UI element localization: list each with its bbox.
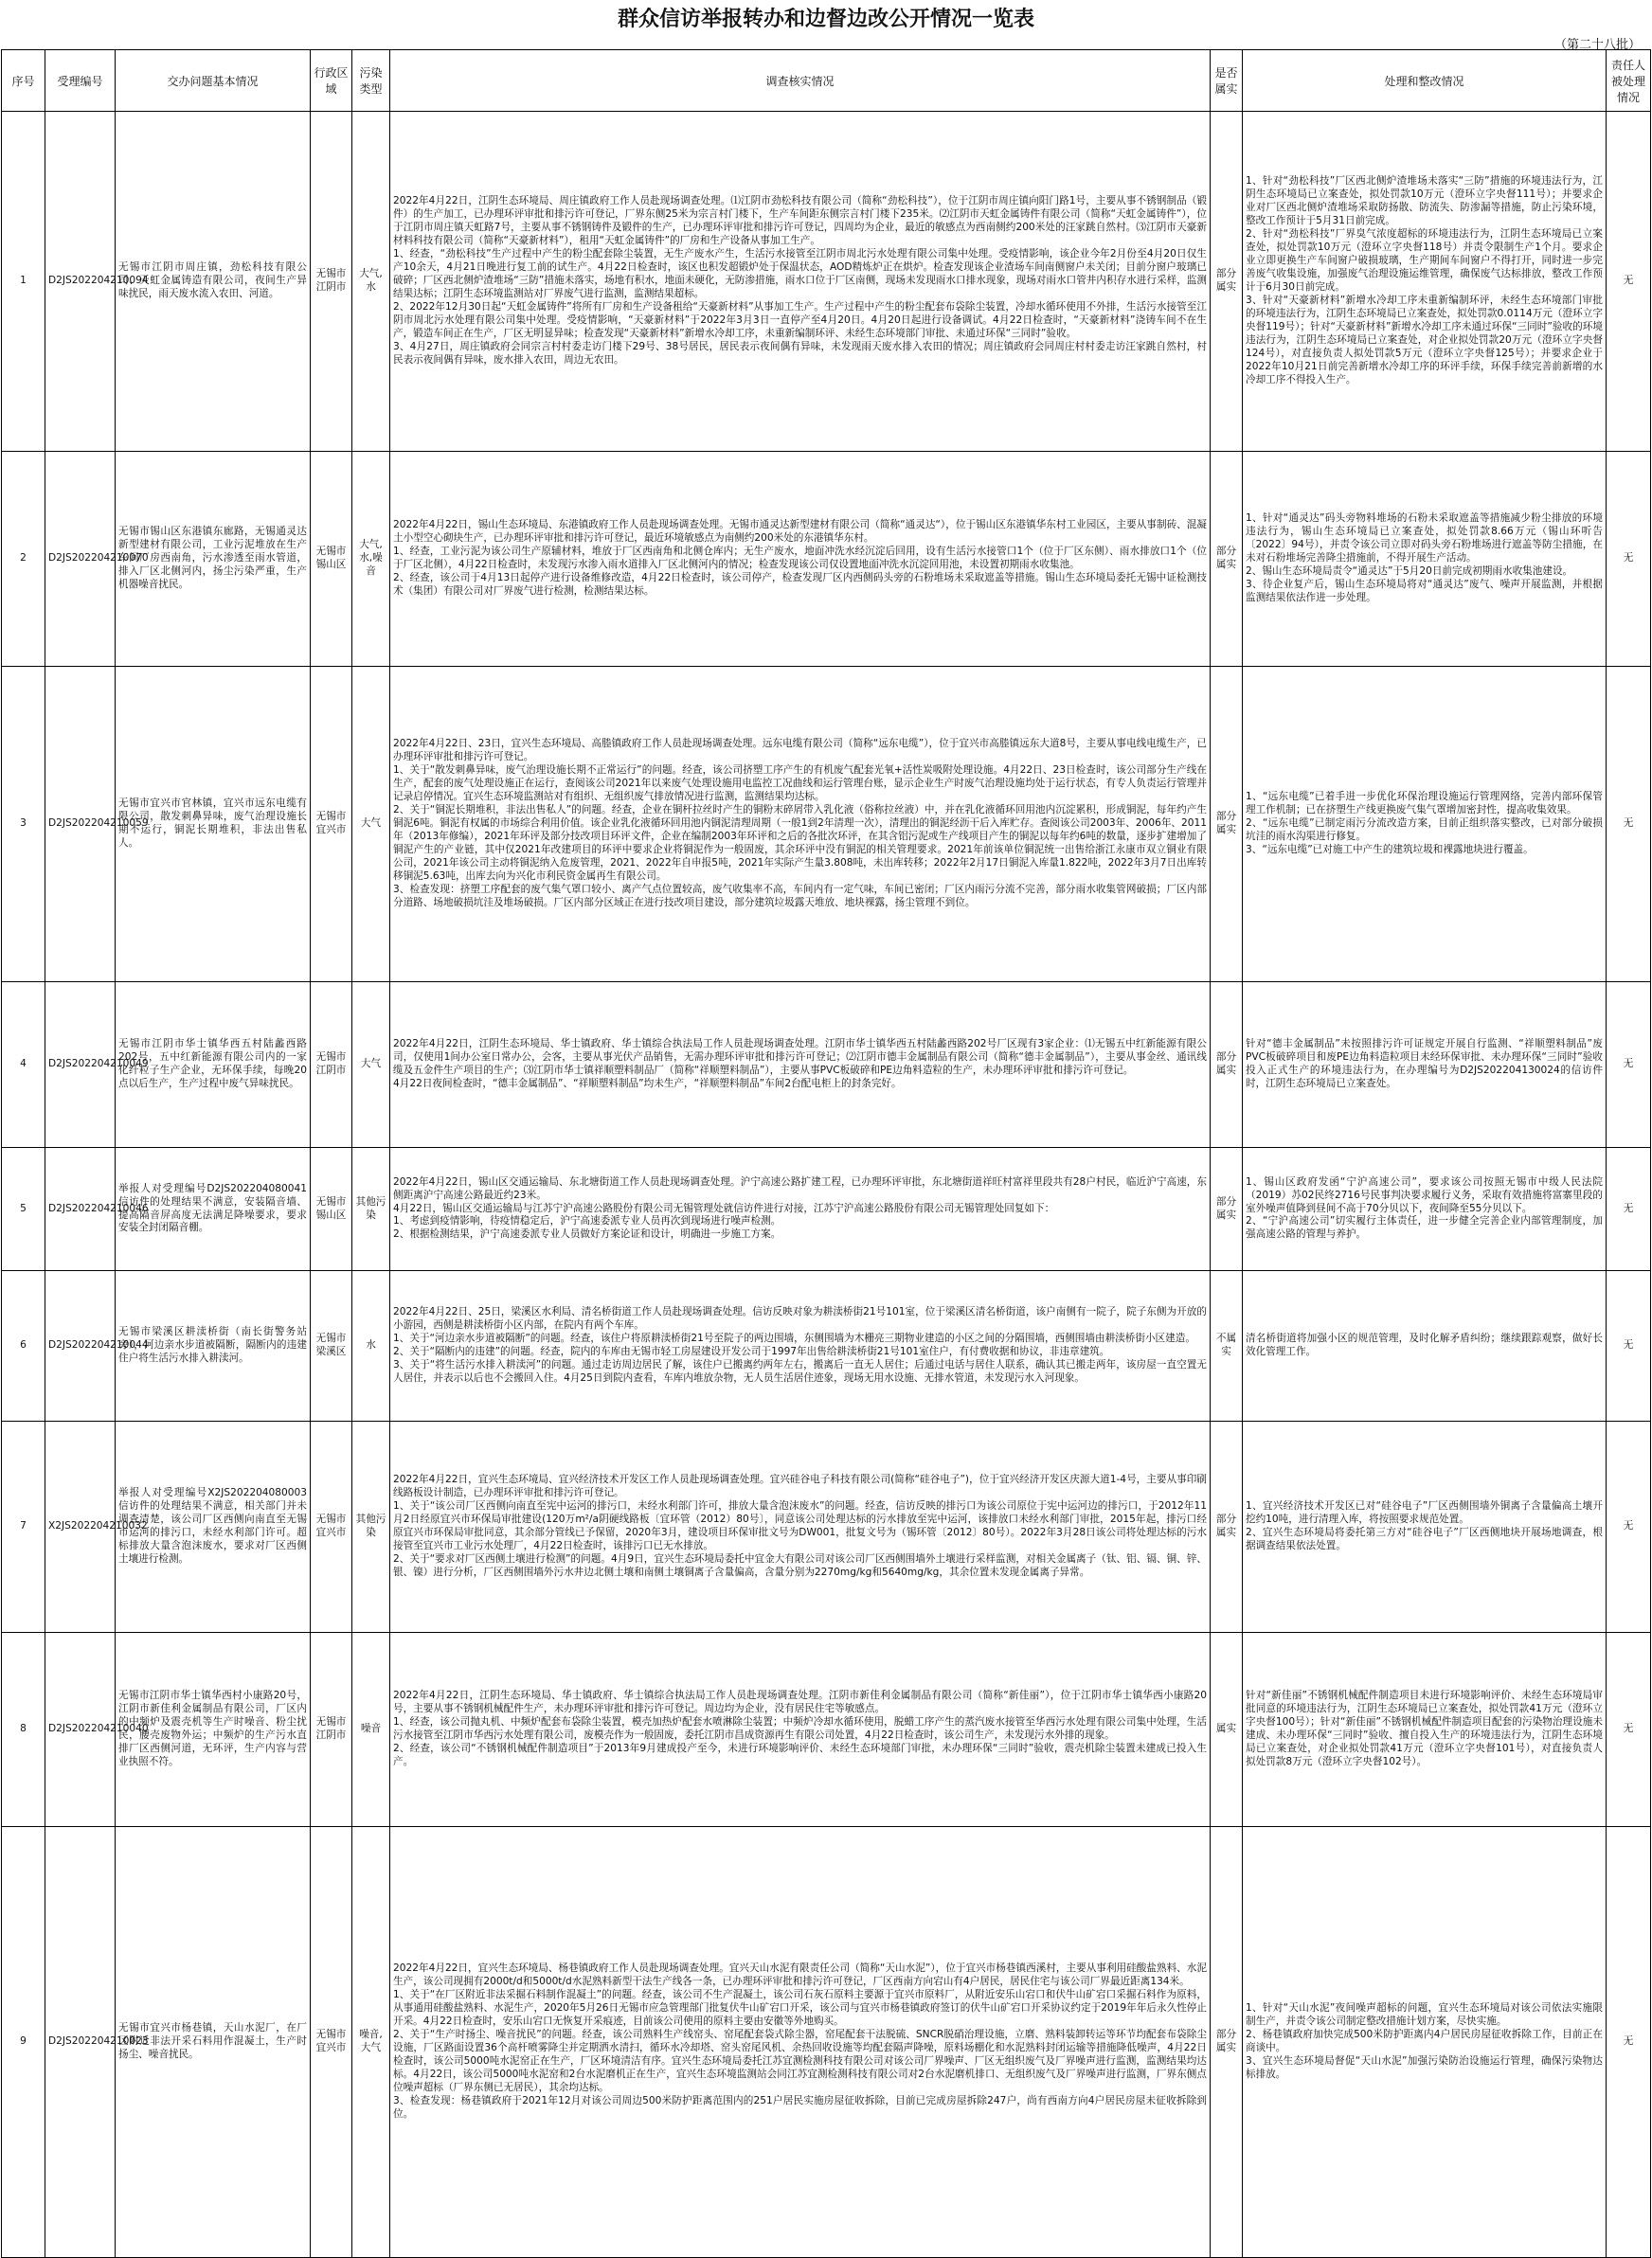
batch-label: （第二十八批） [1553,38,1641,52]
cell-accountability: 无 [1607,667,1651,982]
header-pollution: 污染类型 [352,50,390,112]
header-seq: 序号 [2,50,45,112]
cell-pollution: 其他污染 [352,1148,390,1271]
cell-investigation: 2022年4月22日、25日，梁溪区水利局、清名桥街道工作人员赴现场调查处理。信访反映对象为耕渎桥街21号101室，位于梁溪区清名桥街道，该户南侧有一院子，院子东侧为开放的小游园，西侧是耕渎桥街小区内部，在院内有两个车库。 1、关于“河边亲水步道被隔断”的问题。经查，该住户将原耕渎桥街21号至院子的两边围墙，东侧围墙为木栅亮三期物业建造的小区之间的分隔围墙，西侧围墙由耕渎桥街小区建造。 2、关于“隔断内的违建”的问题。经查，院内的车库由无锡市轻工房屋建设开发公司于1997年出售给耕渎桥街21号101室住户，有付费收据和协议，非违章建筑。 3、关于“将生活污水排入耕渎河”的问题。通过走访周边居民了解，该住户已搬离约两年左右，搬离后一直无人居住；后通过电话与居住人联系，确认其已搬走两年，该房屋一直空置无人居住，并表示以后也不会搬回入住。4月25日到院内查看，车库内堆放杂物，无人员生活居住迹象，现场无用水设施、无排水管道，未发现污水入河现象。 [390,1271,1211,1422]
cell-handling: 1、针对“通灵达”码头旁物料堆场的石粉未采取遮盖等措施减少粉尘排放的环境违法行为，锡山生态环境局已立案查处，拟处罚款8.66万元（锡山环听告〔2022〕94号），并责令该公司立即对码头旁石粉堆场进行遮盖等防尘措施，在未对石粉堆场完善降尘措施前，不得开展生产活动。 2、锡山生态环境局责令“通灵达”于5月20日前完成初期雨水收集池建设。 3、待企业复产后，锡山生态环境局将对“通灵达”废气、噪声开展监测，并根据监测结果依法作进一步处理。 [1243,452,1607,667]
cell-issue: 无锡市江阴市华士镇华西五村陆蠡西路202号，五中红新能源有限公司内的一家化纤粒子生产企业，无环保手续，每晚20点以后生产，生产过程中废气异味扰民。 [116,982,311,1148]
cell-seq: 9 [2,1827,45,2258]
cell-district: 无锡市江阴市 [311,112,352,452]
cell-district: 无锡市江阴市 [311,1633,352,1827]
cell-seq: 7 [2,1422,45,1633]
cell-district: 无锡市江阴市 [311,982,352,1148]
cell-accountability: 无 [1607,1633,1651,1827]
cell-pollution: 其他污染 [352,1422,390,1633]
header-district: 行政区域 [311,50,352,112]
cell-seq: 5 [2,1148,45,1271]
cell-investigation: 2022年4月22日、23日，宜兴生态环境局、高塍镇政府工作人员赴现场调查处理。远东电缆有限公司（简称“远东电缆”），位于宜兴市高塍镇远东大道8号，主要从事电线电缆生产，已办理环评审批和排污许可登记。 1、关于“散发刺鼻异味，废气治理设施长期不正常运行”的问题。经查，该公司挤塑工序产生的有机废气配套光氧+活性炭吸附处理设施。4月22日、23日检查时，该公司部分生产线在生产，配套的废气处理设施正在运行，查阅该公司2021年以来废气处理设施用电监控工况曲线和运行管理台账，显示企业生产时废气治理设施均处于运行状态，有专人负责运行管理并记录启停情况。宜兴生态环境监测站对有组织、无组织废气排放情况进行监测，监测结果均达标。 2、关于“铜泥长期堆积，非法出售私人”的问题。经查，企业在铜杆拉丝时产生的铜粉末碎屑带入乳化液（俗称拉丝液）中，并在乳化液循环回用池内沉淀累积，形成铜泥，每年约产生铜泥6吨。铜泥有权属的市场综合利用价值。该企业乳化液循环回用池内铜泥清理周期（一般1到2年清理一次），清理出的铜泥经沥干后入库贮存。查阅该公司2003年、2006年、2011年（2013年修编），2021年环评及部分技改项目环评文件，企业在编制2003年环评和之后的各批次环评，在其含铝污泥或生产线项目产生的铜泥以每年约6吨的数量，逐步扩建增加了铜泥产生的产业链，其中仅2021年改建项目的环评中要求企业将铜泥作为一般固废，其余环评中没有铜泥的相关管理要求。2021年前该单位铜泥统一出售给浙江永康市双立铜业有限公司，2021年该公司主动将铜泥纳入危废管理，2021、2022年自申报5吨，2021年实际产生量3.808吨，未出库转移；2022年2月17日铜泥入库量1.822吨，2022年3月7日出库转移铜泥5.63吨，出库去向为兴化市利民资金属再生有限公司。 3、检查发现：挤塑工序配套的废气集气罩口较小、离产气点位置较高，废气收集率不高，车间内有一定气味，车间已密闭；厂区内雨污分流不完善，部分雨水收集管网破损；厂区内部分道路、场地破损坑洼及堆场破损。厂区内部分区域正在进行技改项目建设，部分建筑垃圾露天堆放、地块裸露，扬尘管理不到位。 [390,667,1211,982]
table-header-row [2,50,1651,112]
cell-verified: 部分属实 [1211,1148,1243,1271]
cell-issue: 无锡市宜兴市官林镇，宜兴市远东电缆有限公司，散发刺鼻异味，废气治理设施长期不运行，铜泥长期堆积，非法出售私人。 [116,667,311,982]
cell-handling: 1、锡山区政府发函“宁沪高速公司”，要求该公司按照无锡市中级人民法院（2019）苏02民终2716号民事判决要求履行义务，采取有效措施将富寨里段的室外噪声值降到昼间不高于70分贝以下，夜间降至55分贝以下。 2、“宁沪高速公司”切实履行主体责任，进一步健全完善企业内部管理制度，加强高速公路的管理与养护。 [1243,1148,1607,1271]
cell-investigation: 2022年4月22日，锡山生态环境局、东港镇政府工作人员赴现场调查处理。无锡市通灵达新型建材有限公司（简称“通灵达“），位于锡山区东港镇华东村工业园区，主要从事制砖、混凝土小型空心砌块生产，已办理环评审批和排污许可登记，最近环境敏感点为南侧约200米处的东港镇华东村。 1、经查，工业污泥为该公司生产原辅材料，堆放于厂区西南角和北侧仓库内；无生产废水，地面冲洗水经沉淀后回用，设有生活污水接管口1个（位于厂区东侧）、雨水排放口1个（位于厂区北侧），4月22日检查时，未发现污水渗入雨水道排入厂区北侧河内的情况；检查发现该公司仅设置地面冲洗水沉淀回用池，未设置初期雨水收集池。 2、经查，该公司于4月13日起停产进行设备维修改造，4月22日检查时，该公司停产，检查发现厂区内西侧码头旁的石粉堆场未采取遮盖等措施。锡山生态环境局委托无锡中证检测技术（集团）有限公司对厂界废气进行检测，检测结果达标。 [390,452,1211,667]
header-investigation: 调查核实情况 [390,50,1211,112]
table-row [2,667,1651,982]
cell-id: X2JS202204210032 [45,1422,116,1633]
page-title: 群众信访举报转办和边督边改公开情况一览表 [617,7,1034,31]
cell-id: D2JS202204210044 [45,1271,116,1422]
cell-verified: 部分属实 [1211,1827,1243,2258]
cell-accountability: 无 [1607,1148,1651,1271]
cell-id: D2JS202204210049 [45,982,116,1148]
cell-id: D2JS202204210059 [45,667,116,982]
cell-district: 无锡市锡山区 [311,452,352,667]
cell-issue: 无锡市宜兴市杨巷镇，天山水泥厂，在厂区附近非法开采石料用作混凝土，生产时扬尘、噪音扰民。 [116,1827,311,2258]
cell-accountability: 无 [1607,1422,1651,1633]
table-row [2,982,1651,1148]
cell-verified: 部分属实 [1211,1422,1243,1633]
cell-id: D2JS202204210046 [45,1148,116,1271]
cell-handling: 1、宜兴经济技术开发区已对“硅谷电子”厂区西侧围墙外铜离子含量偏高土壤开挖约10吨，进行清理入库，将按照要求规范处置。 2、宜兴生态环境局将委托第三方对“硅谷电子”厂区西侧地块开展场地调查，根据调查结果依法处置。 [1243,1422,1607,1633]
cell-district: 无锡市宜兴市 [311,667,352,982]
cell-verified: 部分属实 [1211,112,1243,452]
cell-investigation: 2022年4月22日，宜兴生态环境局、杨巷镇政府工作人员赴现场调查处理。宜兴天山水泥有限责任公司（简称“天山水泥”），位于宜兴市杨巷镇西溪村，主要从事利用硅酸盐熟料、水泥生产，该公司现拥有2000t/d和5000t/d水泥熟料新型干法生产线各一条，已办理环评审批和排污许可登记，厂区西南方向宕山有4户居民，居民住宅与该公司厂界最近距离134米。 1、关于“在厂区附近非法采掘石料制作混凝土”的问题。经查，该公司不生产混凝土，该公司石灰石原料主要源于宜兴市原料厂，从附近安乐山宕口和伏牛山矿宕口采掘石料作为原料，从事通用硅酸盐熟料、水泥生产，2020年5月26日无锡市应急管理部门批复伏牛山矿宕口开采，该公司与宜兴市杨巷镇政府签订的伏牛山矿宕口开采协议约定于2019年年后永久性停止开采。4月22日检查时，安乐山宕口无恢复开采痕迹，目前该公司使用的原料主要由安徽等外地购买。 2、关于“生产时扬尘、噪音扰民”的问题。经查，该公司熟料生产线窑头、窑尾配套袋式除尘器，窑尾配套干法脱硫、SNCR脱硝治理设施，立磨、熟料装卸转运等环节均配套布袋除尘设施，厂区路面设置36个高杆喷雾降尘并定期洒水清扫，循环水冷却塔、窑头窑尾风机、余热回收设施等均配套隔声降噪，原料场棚化和水泥熟料封闭运输等措施降低噪声，4月22日检查时，该公司5000吨水泥窑正在生产，厂区环境清洁有序。宜兴生态环境局委托江苏宜测检测科技有限公司对该公司厂界噪声、厂区无组织废气及厂界噪声进行监测，监测结果均达标。4月22日，该公司5000吨水泥窑和2台水泥磨机正在生产，宜兴生态环境监测站会同江苏宜测检测科技有限公司对2台水泥磨机排口、无组织废气及厂界噪声进行监测，厂界东侧点位噪声超标（厂界东侧已无居民），其余均达标。 3、检查发现：杨巷镇政府于2021年12月对该公司周边500米防护距离范围内的251户居民实施房屋征收拆除，目前已完成房屋拆除247户，尚有西南方向4户居民房屋未征收拆除到位。 [390,1827,1211,2258]
cell-seq: 2 [2,452,45,667]
cell-seq: 4 [2,982,45,1148]
cell-verified: 部分属实 [1211,982,1243,1148]
cell-verified: 部分属实 [1211,667,1243,982]
cell-district: 无锡市宜兴市 [311,1422,352,1633]
cell-seq: 3 [2,667,45,982]
cell-id: D2JS202204210040 [45,1633,116,1827]
cell-district: 无锡市宜兴市 [311,1827,352,2258]
cell-investigation: 2022年4月22日，江阴生态环境局、周庄镇政府工作人员赴现场调查处理。⑴江阴市劲松科技有限公司（简称“劲松科技”），位于江阴市周庄镇向阳门路1号，主要从事不锈钢制品（锻件）的生产加工，已办理环评审批和排污许可登记，厂界东侧25米为宗言村门楼下，生产车间距东侧宗言村门楼下235米。⑵江阴市天虹金属铸件有限公司（简称“天虹金属铸件”），位于江阴市周庄镇天虹路7号，主要从事不锈钢铸件及锻件的生产，已办理环评审批和排污许可登记，四周均为企业，最近的敏感点为西南侧约200米处的汪家跳自然村。⑶江阴市天豪新材料科技有限公司（简称“天豪新材料”），租用“天虹金属铸件”的厂房和生产设备从事加工生产。 1、经查，“劲松科技”生产过程中产生的粉尘配套除尘装置，无生产废水产生，生活污水接管至江阴市周北污水处理有限公司集中处理。受疫情影响，该企业今年2月份至4月20日仅生产10余天，4月21日晚进行复工前的试生产。4月22日检查时，该区也积发超锻炉处于保温状态，AOD精炼炉正在烘炉。检查发现该企业渣场车间南侧窗户未关闭；目前分窗户玻璃已破碎；厂区西北侧炉渣堆场“三防”措施未落实，场地有积水，地面未硬化，无防渗措施，雨水口位于厂区南侧，现场未发现雨水口排水现象，现场对雨水口管井内积存水进行采样，监测结果达标；江阴生态环境监测站对厂界废气进行监测，监测结果超标。 2、2022年12月30日起“天虹金属铸件”将所有厂房和生产设备租给“天豪新材料”从事加工生产。生产过程中产生的粉尘配套布袋除尘装置，冷却水循环使用不外排，生活污水接管至江阴市周北污水处理有限公司集中处理。受疫情影响，“天豪新材料”于2022年3月3日一直停产至4月20日。4月20日起进行设备调试。4月22日检查时，“天豪新材料”浇铸车间不在生产，锻造车间正在生产，厂区无明显异味；检查发现“天豪新材料”新增水冷却工序，未重新编制环评、未经生态环境部门审批、未通过环保“三同时”验收。 3、4月27日，周庄镇政府会同宗言村村委走访门楼下29号、38号居民，居民表示夜间偶有异味，未发现雨天废水排入农田的情况；周庄镇政府会同周庄村村委走访汪家跳自然村，村民表示夜间偶有异味，废水排入农田，周边无农田。 [390,112,1211,452]
cell-issue: 举报人对受理编号D2JS202204080041信访件的处理结果不满意，安装隔音墙、提高隔音屏高度无法满足降噪要求，要求安装全封闭隔音棚。 [116,1148,311,1271]
cell-investigation: 2022年4月22日，江阴生态环境局、华士镇政府、华士镇综合执法局工作人员赴现场调查处理。江阴市新佳利金属制品有限公司（简称“新佳丽”），位于江阴市华士镇华西小康路20号，主要从事不锈钢机械配件生产，未办理环评审批和排污许可登记。周边均为企业，没有居民住宅等敏感点。 1、经查，该公司抛丸机、中频炉配套布袋除尘装置，模壳加热炉配套水喷淋除尘装置；中频炉冷却水循环使用，脱蜡工序产生的蒸汽废水接管至华西污水处理有限公司集中处理，生活污水接管至江阴市华西污水处理有限公司，废模壳作为一般固废，委托江阴市昌成资源再生有限公司处置，4月22日检查时，该公司生产，未发现污水外排的现象。 2、经查，该公司“不锈钢机械配件制造项目”于2013年9月建成投产至今，未进行环境影响评价、未经生态环境部门审批，未办理环保“三同时”验收，震壳机除尘装置未建成已投入生产。 [390,1633,1211,1827]
table-row [2,452,1651,667]
cell-pollution: 噪音,大气 [352,1827,390,2258]
cell-pollution: 大气,水 [352,112,390,452]
cell-issue: 无锡市江阴市华士镇华西村小康路20号，江阴市新佳利金属制品有限公司，厂区内的中频炉及震壳机等生产时噪音、粉尘扰民，腰壳废物外运；中频炉的生产污水直排厂区西侧河道，无环评，生产内容与营业执照不符。 [116,1633,311,1827]
cell-accountability: 无 [1607,982,1651,1148]
cell-pollution: 大气 [352,667,390,982]
cell-pollution: 噪音 [352,1633,390,1827]
cell-id: D2JS202204210070 [45,452,116,667]
cell-seq: 8 [2,1633,45,1827]
cell-accountability: 无 [1607,1271,1651,1422]
header-issue: 交办问题基本情况 [116,50,311,112]
cell-pollution: 大气 [352,982,390,1148]
header-accountability: 责任人被处理情况 [1607,50,1651,112]
cell-investigation: 2022年4月22日，锡山区交通运输局、东北塘街道工作人员赴现场调查处理。沪宁高速公路扩建工程，已办理环评审批，东北塘街道祥旺村富祥里段共有28户村民，临近沪宁高速，东侧距离沪宁高速公路最近约23米。 4月22日，锡山区交通运输局与江苏宁沪高速公路股份有限公司无锡管理处就信访件进行对接，江苏宁沪高速公路股份有限公司无锡管理处回复如下： 1、考虑到疫情影响，待疫情稳定后，沪宁高速委派专业人员再次到现场进行噪声检测。 2、根据检测结果，沪宁高速委派专业人员做好方案论证和设计，明确进一步施工方案。 [390,1148,1211,1271]
cell-pollution: 水 [352,1271,390,1422]
cell-issue: 举报人对受理编号X2JS202204080003信访件的处理结果不满意，相关部门并未调查清楚，该公司厂区西侧向南直至无锡市运河的排污口，未经水利部门许可。超标排放大量含泡沫废水，要求对厂区西侧土壤进行检测。 [116,1422,311,1633]
cell-district: 无锡市梁溪区 [311,1271,352,1422]
cell-id: D2JS202204210023 [45,1827,116,2258]
cell-handling: 1、“远东电缆”已着手进一步优化环保治理设施运行管理网络，完善内部环保管理工作机制；已在挤塑生产线更换废气集气罩增加密封性，提高收集效果。 2、“远东电缆”已制定雨污分流改造方案，目前正组织落实整改，已对部分破损坑洼的雨水沟渠进行修复。 3、“远东电缆”已对施工中产生的建筑垃圾和裸露地块进行覆盖。 [1243,667,1607,982]
cell-seq: 6 [2,1271,45,1422]
cell-accountability: 无 [1607,1827,1651,2258]
cell-verified: 属实 [1211,1633,1243,1827]
cell-accountability: 无 [1607,112,1651,452]
cell-issue: 无锡市梁溪区耕渎桥街（南长街警务站旁），河边亲水步道被隔断，隔断内的违建住户将生活污水排入耕渎河。 [116,1271,311,1422]
cell-handling: 1、针对“劲松科技”厂区西北侧炉渣堆场未落实“三防”措施的环境违法行为，江阴生态环境局已立案查处，拟处罚款10万元（澄环立字央督111号）；并要求企业对厂区西北侧炉渣堆场采取防扬散、防流失、防渗漏等措施，防止污染环境，整改工作预计于5月31日前完成。 2、针对“劲松科技”厂界臭气浓度超标的环境违法行为，江阴生态环境局已立案查处，拟处罚款10万元（澄环立字央督118号）并责令限制生产1个月。要求企业立即更换生产车间窗户破损玻璃，生产期间车间窗户不得打开，同时进一步完善废气收集设施，加强废气治理设施运维管理，确保废气达标排放，整改工作预计于6月30日前完成。 3、针对“天豪新材料”新增水冷却工序未重新编制环评，未经生态环境部门审批的环境违法行为，江阴生态环境局已立案查处，拟处罚款0.0114万元（澄环立字央督119号）；针对“天豪新材料”新增水冷却工序未通过环保“三同时”验收的环境违法行为，江阴生态环境局已立案查处，对企业拟处罚款20万元（澄环立字央督124号），对直接负责人拟处罚款5万元（澄环立字央督125号）；并要求企业于2022年10月21日前完善新增水冷却工序的环评手续，环保手续完善前新增的水冷却工序不得投入生产。 [1243,112,1607,452]
cell-issue: 无锡市锡山区东港镇东廊路，无锡通灵达新型建材有限公司，工业污泥堆放在生产车间厂房西南角，污水渗透至雨水管道，排入厂区北侧河内，扬尘污染严重，生产机器噪音扰民。 [116,452,311,667]
header-verified: 是否属实 [1211,50,1243,112]
cell-issue: 无锡市江阴市周庄镇，劲松科技有限公司、天虹金属铸造有限公司，夜间生产异味扰民，雨天废水流入农田、河道。 [116,112,311,452]
cell-pollution: 大气,水,噪音 [352,452,390,667]
table-row [2,1633,1651,1827]
cell-accountability: 无 [1607,452,1651,667]
table-row [2,1827,1651,2258]
cell-investigation: 2022年4月22日，江阴生态环境局、华士镇政府、华士镇综合执法局工作人员赴现场调查处理。江阴市华士镇华西五村陆蠡西路202号厂区现有3家企业：⑴无锡五中红新能源有限公司，仅使用1间办公室日常办公，会客，主要从事光伏产品销售，无需办理环评审批和排污许可登记；⑵江阴市德丰金属制品有限公司（简称“德丰金属制品”），主要从事金丝、通讯线缆及五金件生产项目的生产；⑶江阴市华士镇祥顺塑料制品厂（简称“祥顺塑料制品”），主要从事PVC板破碎和PE边角料造粒的生产，未办理环评审批和排污许可登记。 4月22日夜间检查时，“德丰金属制品”、“祥顺塑料制品”均未生产，“祥顺塑料制品”车间2台配电柜上的封条完好。 [390,982,1211,1148]
cell-handling: 针对“德丰金属制品”未按照排污许可证规定开展自行监测、“祥顺塑料制品”废PVC板破碎项目和废PE边角料造粒项目未经环保审批、未办理环保“三同时”验收投入正式生产的环境违法行为，在办理编号为D2JS202204130024的信访件时，江阴生态环境局已立案查处。 [1243,982,1607,1148]
table-row [2,1422,1651,1633]
cell-handling: 清名桥街道将加强小区的规范管理，及时化解矛盾纠纷；继续跟踪观察，做好长效化管理工作。 [1243,1271,1607,1422]
report-table [1,49,1651,2258]
cell-verified: 部分属实 [1211,452,1243,667]
cell-handling: 1、针对“天山水泥”夜间噪声超标的问题，宜兴生态环境局对该公司依法实施限制生产，并责令该公司制定整改措施计划方案，尽快实施。 2、杨巷镇政府加快完成500米防护距离内4户居民房屋征收拆除工作，目前正在商谈中。 3、宜兴生态环境局督促“天山水泥”加强污染防治设施运行管理，确保污染物达标排放。 [1243,1827,1607,2258]
cell-verified: 不属实 [1211,1271,1243,1422]
header-handling: 处理和整改情况 [1243,50,1607,112]
table-row [2,112,1651,452]
cell-investigation: 2022年4月22日，宜兴生态环境局、宜兴经济技术开发区工作人员赴现场调查处理。宜兴硅谷电子科技有限公司(简称“硅谷电子”)，位于宜兴经济开发区庆源大道1-4号，主要从事印刷线路板设计制造，已办理环评审批和排污许可登记。 1、关于“该公司厂区西侧向南直至宪中运河的排污口，未经水利部门许可，排放大量含泡沫废水”的问题。经查，信访反映的排污口为该公司原位于宪中运河边的排污口，于2012年11月2日经原宜兴市环保局审批建设(120万m²/a阴硬线路板〔宜环管（2012）80号〕，同意该公司处理达标的污水排放至宪中运河，该排放口未经水利部门审批，2015年起，排污口经原宜兴市环保局审批同意，其余部分管线已予保留，2020年3月，建设项目环保审批文号为DW001，批复文号为（锡环管〔2012〕80号）。2022年3月28日该公司将处理达标的污水接管至宜兴市工业污水处理厂，4月22日检查时，该排污口已无水排放。 2、关于“要求对厂区西侧土壤进行检测”的问题。4月9日，宜兴生态环境局委托中宜金大有限公司对该公司厂区西侧围墙外土壤进行采样监测，对相关金属离子（钛、铝、镉、铜、锌、银、镍）进行分析，厂区西侧围墙外污水井边北侧土壤和南侧土壤铜离子含量偏高，含量分别为2270mg/kg和5640mg/kg，其余位置未发现金属离子异常。 [390,1422,1211,1633]
cell-district: 无锡市锡山区 [311,1148,352,1271]
cell-seq: 1 [2,112,45,452]
cell-handling: 针对“新佳丽”不锈钢机械配件制造项目未进行环境影响评价、未经生态环境局审批同意的环境违法行为，江阴生态环境局已立案查处，拟处罚款41万元（澄环立字央督100号）；针对“新佳丽”不锈钢机械配件制造项目配套的污染物治理设施未建成、未办理环保“三同时”验收、擅自投入生产的环境违法行为，江阴生态环境局已立案查处，对企业拟处罚款41万元（澄环立字央督101号），对直接负责人拟处罚款8万元（澄环立字央督102号）。 [1243,1633,1607,1827]
header-id: 受理编号 [45,50,116,112]
table-row [2,1148,1651,1271]
table-row [2,1271,1651,1422]
cell-id: D2JS202204210094 [45,112,116,452]
